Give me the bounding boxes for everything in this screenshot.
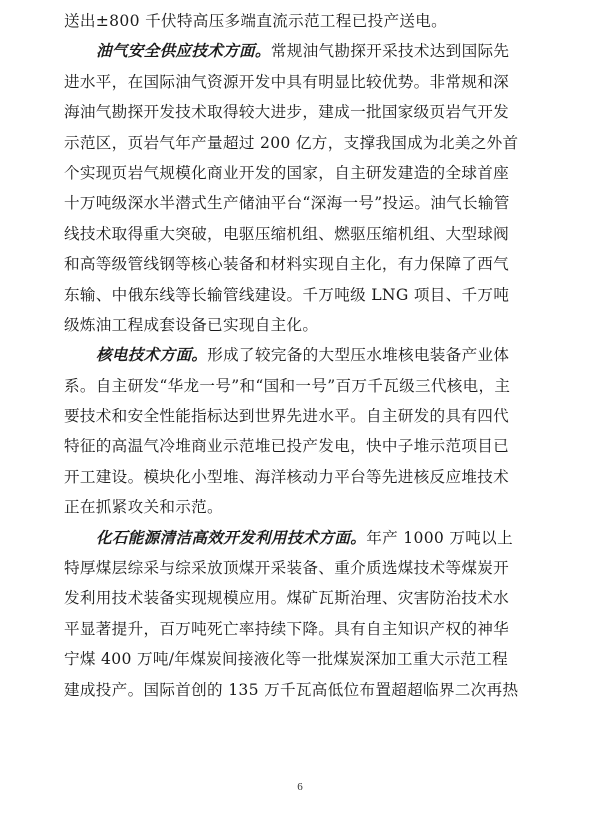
text-line: 海油气勘探开发技术取得较大进步，建成一批国家级页岩气开发	[64, 103, 510, 122]
text-line: 开工建设。模块化小型堆、海洋核动力平台等先进核反应堆技术	[64, 467, 510, 486]
text-line: 宁煤 400 万吨/年煤炭间接液化等一批煤炭深加工重大示范工程	[64, 650, 509, 669]
text-line: 系。自主研发“华龙一号”和“国和一号”百万千瓦级三代核电，主	[64, 376, 511, 395]
text-line: 和高等级管线钢等核心装备和材料实现自主化，有力保障了西气	[64, 255, 510, 274]
text-line: 发利用技术装备实现规模应用。煤矿瓦斯治理、灾害防治技术水	[64, 589, 510, 608]
text-line: 正在抓紧攻关和示范。	[64, 498, 223, 517]
text-line: 示范区，页岩气年产量超过 200 亿方，支撑我国成为北美之外首	[64, 133, 519, 152]
text-line: 建成投产。国际首创的 135 万千瓦高低位布置超超临界二次再热	[64, 680, 519, 699]
section-heading-oil-gas: 油气安全供应技术方面。	[96, 42, 271, 61]
text-line: 特征的高温气冷堆商业示范堆已投产发电，快中子堆示范项目已	[64, 437, 510, 456]
text-line: 东输、中俄东线等长输管线建设。千万吨级 LNG 项目、千万吨	[64, 285, 510, 304]
text-line: 个实现页岩气规模化商业开发的国家，自主研发建造的全球首座	[64, 163, 510, 182]
page-number: 6	[297, 781, 303, 793]
paragraph-start-line: 核电技术方面。形成了较完备的大型压水堆核电装备产业体	[96, 346, 510, 365]
paragraph-start-line: 化石能源清洁高效开发利用技术方面。年产 1000 万吨以上	[96, 528, 513, 547]
text-line: 进水平，在国际油气资源开发中具有明显比较优势。非常规和深	[64, 72, 510, 91]
text-line: 级炼油工程成套设备已实现自主化。	[64, 315, 319, 334]
section-heading-fossil-energy: 化石能源清洁高效开发利用技术方面。	[96, 528, 367, 547]
text-line: 平显著提升，百万吨死亡率持续下降。具有自主知识产权的神华	[64, 619, 510, 638]
text-line: 送出±800 千伏特高压多端直流示范工程已投产送电。	[64, 12, 448, 30]
text-line: 十万吨级深水半潜式生产储油平台“深海一号”投运。油气长输管	[64, 194, 510, 213]
text-line: 线技术取得重大突破，电驱压缩机组、燃驱压缩机组、大型球阀	[64, 224, 510, 243]
paragraph-start-line: 油气安全供应技术方面。常规油气勘探开采技术达到国际先	[96, 42, 510, 61]
section-heading-nuclear: 核电技术方面。	[96, 346, 208, 365]
text-line: 要技术和安全性能指标达到世界先进水平。自主研发的具有四代	[64, 407, 510, 426]
body-text	[64, 6, 520, 705]
text-line: 特厚煤层综采与综采放顶煤开采装备、重介质选煤技术等煤炭开	[64, 559, 510, 578]
